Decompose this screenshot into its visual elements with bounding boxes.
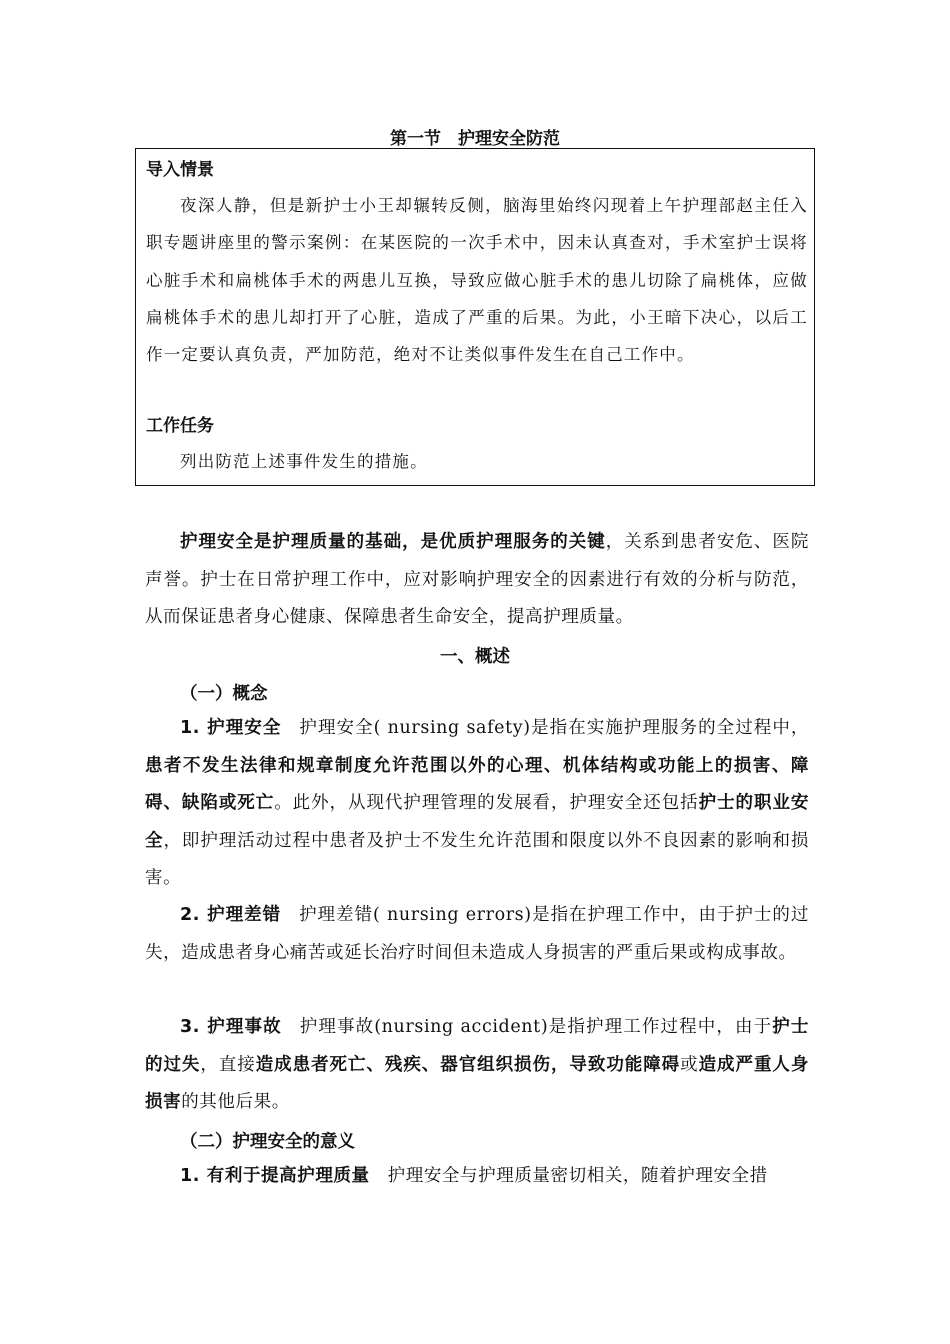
item-1-bold-2: 护士的职业安全 <box>145 793 809 851</box>
item-1-bold-1: 患者不发生法律和规章制度允许范围以外的心理、机体结构或功能上的损害、障碍、缺陷或死亡 <box>145 755 809 813</box>
item-3-text-2: ，直接 <box>200 1054 256 1075</box>
intro-rest-text: ，关系到患者安危、医院声誉。护士在日常护理工作中，应对影响护理安全的因素进行有效的分析与防范，从而保证患者身心健康、保障患者生命安全，提高护理质量。 <box>145 532 809 627</box>
item-3-text-3: 或 <box>680 1054 699 1075</box>
scenario-box <box>135 148 815 486</box>
term-improve-quality: 1. 有利于提高护理质量 <box>180 1166 370 1186</box>
item-3-bold-2: 造成患者死亡、残疾、器官组织损伤，导致功能障碍 <box>255 1054 681 1075</box>
heading-overview: 一、概述 <box>440 647 510 667</box>
item-3-bold-3: 造成严重人身损害 <box>145 1054 809 1112</box>
item-nursing-errors <box>145 897 809 972</box>
intro-paragraph <box>145 524 809 637</box>
item-nursing-accident <box>145 1009 809 1122</box>
item-1-text-2: 。此外，从现代护理管理的发展看，护理安全还包括 <box>274 793 699 813</box>
item-3-text-4: 的其他后果。 <box>181 1092 290 1112</box>
task-heading: 工作任务 <box>146 416 214 436</box>
section-title: 第一节 护理安全防范 <box>390 129 560 149</box>
item-1-text-3: ，即护理活动过程中患者及护士不发生允许范围和限度以外不良因素的影响和损害。 <box>145 830 810 888</box>
task-text: 列出防范上述事件发生的措施。 <box>180 452 428 471</box>
item-1-text-1: 护理安全( nursing safety)是指在实施护理服务的全过程中， <box>299 718 809 738</box>
item-2-text: 护理差错( nursing errors)是指在护理工作中，由于护士的过失，造成患者身心痛苦或延长治疗时间但未造成人身损害的严重后果或构成事故。 <box>145 905 809 963</box>
term-nursing-safety: 1. 护理安全 <box>180 718 282 738</box>
intro-text: 夜深人静，但是新护士小王却辗转反侧，脑海里始终闪现着上午护理部赵主任入职专题讲座里的警示案例：在某医院的一次手术中，因未认真查对，手术室护士误将心脏手术和扁桃体手术的两患儿互换，导致应做心脏手术的患儿切除了扁桃体，应做扁桃体手术的患儿却打开了心脏，造成了严重的后果。为此，小王暗下决心，以后工作一定要认真负责，严加防范，绝对不让类似事件发生在自己工作中。 <box>146 196 808 365</box>
term-nursing-errors: 2. 护理差错 <box>180 905 282 925</box>
item-3-text-1: 护理事故(nursing accident)是指护理工作过程中，由于 <box>299 1017 773 1037</box>
item-4-text: 护理安全与护理质量密切相关，随着护理安全措 <box>387 1166 768 1186</box>
item-improve-quality <box>145 1158 809 1196</box>
intro-heading: 导入情景 <box>146 160 214 180</box>
term-nursing-accident: 3. 护理事故 <box>180 1017 282 1037</box>
intro-bold-text: 护理安全是护理质量的基础，是优质护理服务的关键 <box>180 532 606 552</box>
subheading-significance: （二）护理安全的意义 <box>180 1132 355 1152</box>
item-nursing-safety <box>145 710 809 898</box>
subheading-concepts: （一）概念 <box>180 684 268 704</box>
item-3-bold-1: 护士的过失 <box>145 1017 809 1075</box>
